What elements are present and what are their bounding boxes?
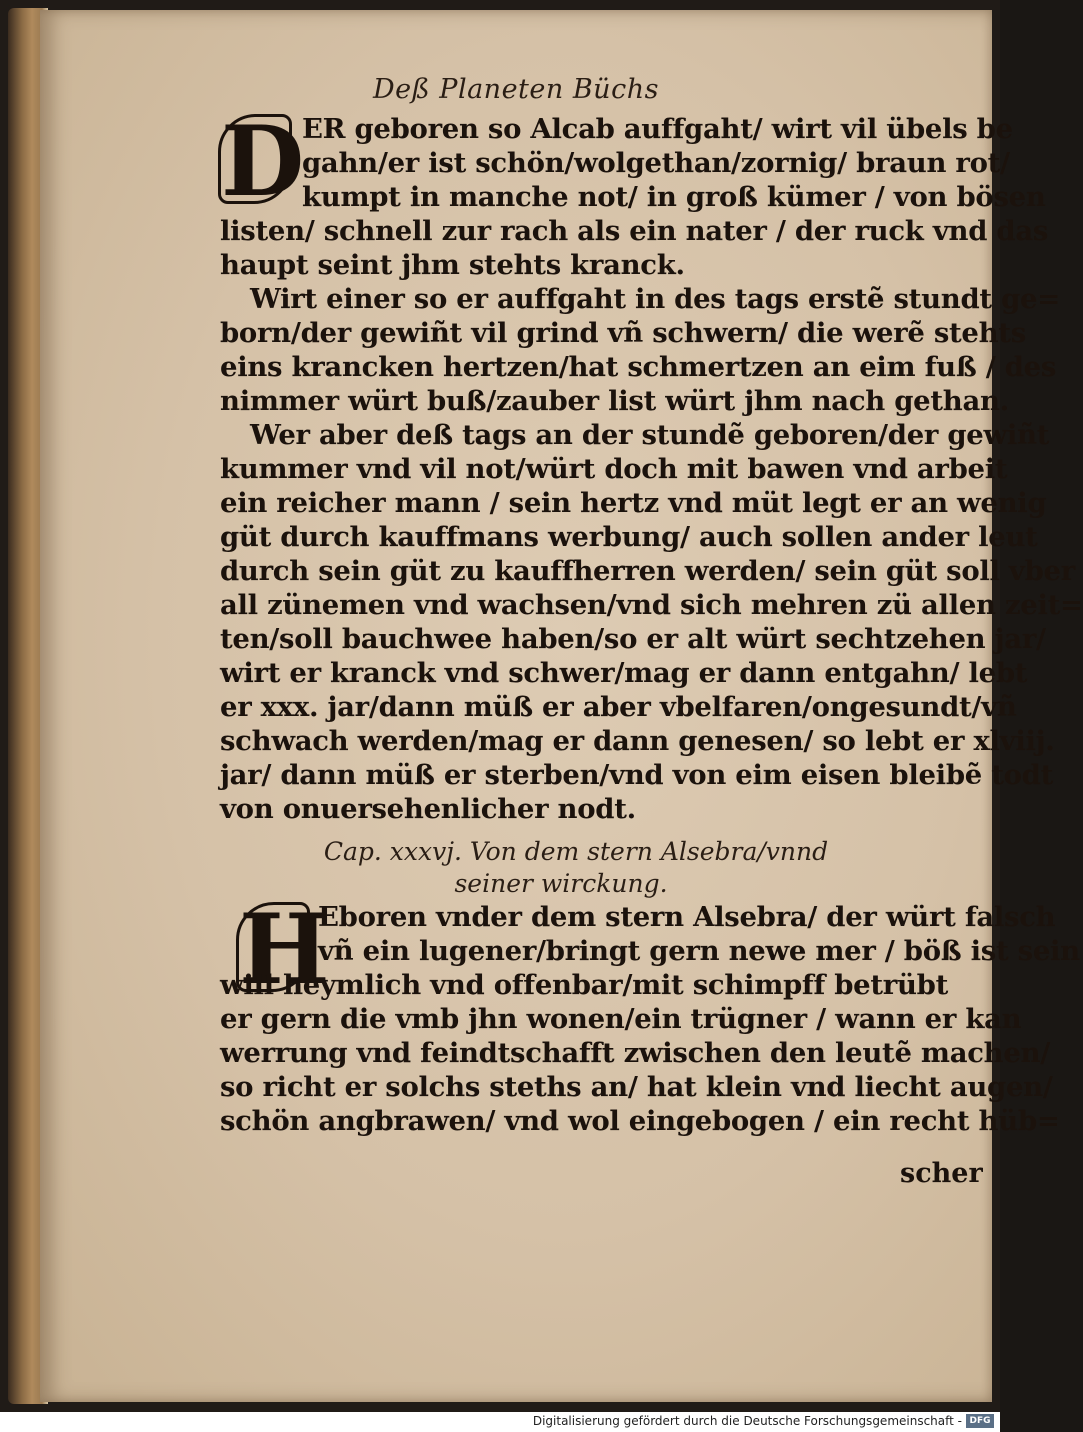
section-4-lead [318, 900, 1080, 968]
chapter-subheading: seiner wirckung. [454, 869, 668, 898]
text-line: durch sein güt zu kauffherren werden/ sein güt soll vber [220, 555, 1075, 587]
text-line: so richt er solchs steths an/ hat klein vnd liecht augen/ [220, 1071, 1053, 1103]
text-line: er gern die vmb jhn wonen/ein trügner / wann er kan [220, 1003, 1022, 1035]
text-line: all zünemen vnd wachsen/vnd sich mehren zü allen zeit= [220, 589, 1083, 621]
catchword: scher [900, 1158, 983, 1189]
text-line: eins krancken hertzen/hat schmertzen an eim fuß / des [220, 351, 1057, 383]
section-1-lead [302, 112, 1046, 214]
text-line: Eboren vnder dem stern Alsebra/ der würt falsch [318, 901, 1056, 933]
text-line: wirt er kranck vnd schwer/mag er dann entgahn/ lebt [220, 657, 1028, 689]
text-line: jar/ dann müß er sterben/vnd von eim eisen bleibẽ todt [220, 759, 1053, 791]
text-line: ER geboren so Alcab auffgaht/ wirt vil übels be [302, 113, 1013, 145]
text-line: werrung vnd feindtschafft zwischen den leutẽ machen/ [220, 1037, 1050, 1069]
text-line: kumpt in manche not/ in groß kümer / von bösen [302, 181, 1046, 213]
funding-notice: Digitalisierung gefördert durch die Deutsche Forschungsgemeinschaft - [532, 1414, 962, 1428]
text-line: listen/ schnell zur rach als ein nater / der ruck vnd das [220, 215, 1049, 247]
section-2 [220, 282, 1060, 418]
text-line: vñ ein lugener/bringt gern newe mer / böß ist sein [318, 935, 1080, 967]
text-line: gahn/er ist schön/wolgethan/zornig/ braun rot/ [302, 147, 1010, 179]
drop-cap-h: H [236, 902, 310, 992]
section-4-rest [220, 968, 1060, 1138]
text-line: Wer aber deß tags an der stundẽ geboren/der gewiñt [250, 419, 1050, 451]
book-page [40, 10, 1083, 1402]
section-1-rest [220, 214, 1049, 282]
section-3 [220, 418, 1083, 826]
text-line: will heymlich vnd offenbar/mit schimpff betrübt [220, 969, 948, 1001]
text-line: ten/soll bauchwee haben/so er alt würt sechtzehen jar/ [220, 623, 1046, 655]
chapter-heading: Cap. xxxvj. Von dem stern Alsebra/vnnd [323, 837, 829, 866]
text-line: nimmer würt buß/zauber list würt jhm nach gethan. [220, 385, 1009, 417]
text-line: Wirt einer so er auffgaht in des tags erstẽ stundt ge= [250, 283, 1060, 315]
text-line: haupt seint jhm stehts kranck. [220, 249, 685, 281]
text-line: er xxx. jar/dann müß er aber vbelfaren/ongesundt/vñ [220, 691, 1017, 723]
running-head: Deß Planeten Büchs [373, 74, 659, 105]
dfg-logo: DFG [966, 1414, 994, 1428]
text-line: kummer vnd vil not/würt doch mit bawen vnd arbeit [220, 453, 1008, 485]
text-line: güt durch kauffmans werbung/ auch sollen ander leut [220, 521, 1038, 553]
text-line: born/der gewiñt vil grind vñ schwern/ die werẽ stehts [220, 317, 1026, 349]
text-line: schön angbrawen/ vnd wol eingebogen / ein recht hüb= [220, 1105, 1060, 1137]
text-line: von onuersehenlicher nodt. [220, 793, 636, 825]
drop-cap-d: D [218, 114, 292, 204]
text-line: schwach werden/mag er dann genesen/ so lebt er xlviij. [220, 725, 1055, 757]
footer-bar [0, 1412, 1000, 1432]
text-line: ein reicher mann / sein hertz vnd müt legt er an wenig [220, 487, 1047, 519]
